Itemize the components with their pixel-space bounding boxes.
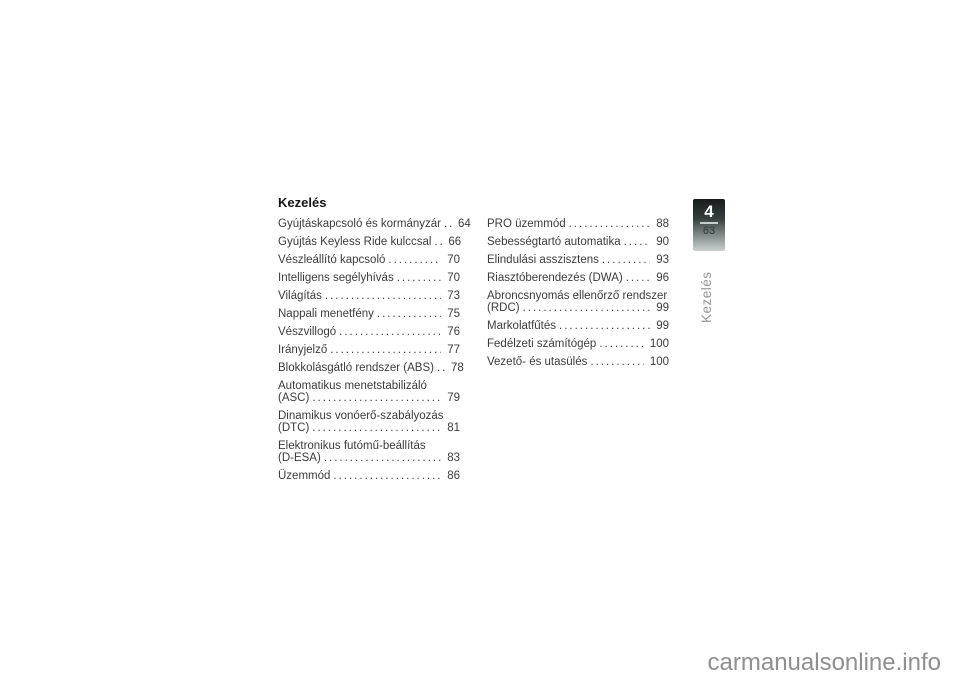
toc-entry-label-line1: Abroncsnyomás ellenőrző rendszer	[487, 290, 668, 302]
toc-entry-page-number: 76	[447, 326, 460, 338]
chapter-label-vertical: Kezelés	[699, 271, 714, 323]
toc-entry-page-number: 90	[656, 236, 669, 248]
toc-entry-label: Markolatfűtés	[487, 320, 557, 332]
toc-entry-page-number: 66	[448, 236, 462, 248]
toc-entry-row	[278, 290, 460, 302]
toc-entry-label: Nappali menetfény	[278, 308, 374, 320]
toc-entry-label-line1: Dinamikus vonóerő-szabályozás	[278, 410, 444, 422]
toc-entry-page-number: 79	[447, 392, 460, 404]
toc-entry-label: Intelligens segélyhívás	[278, 272, 394, 284]
toc-entry-label: Irányjelző	[278, 344, 328, 356]
toc-entry	[487, 338, 669, 350]
dot-leader	[590, 356, 643, 368]
toc-entry	[487, 320, 669, 332]
toc-entry-label: Vezető- és utasülés	[487, 356, 588, 368]
toc-entry-label: Vészvillogó	[278, 326, 337, 338]
toc-entry-page-number: 100	[649, 356, 669, 368]
toc-entry	[278, 290, 460, 302]
toc-entry-page-number: 86	[447, 470, 460, 482]
toc-entry-row	[278, 218, 471, 230]
toc-entry-page-number: 77	[447, 344, 460, 356]
dot-leader	[377, 308, 441, 320]
toc-entry	[278, 380, 460, 404]
toc-entry-row	[278, 308, 460, 320]
toc-entry-label: Sebességtartó automatika	[487, 236, 621, 248]
dot-leader	[333, 470, 441, 482]
toc-entry	[487, 356, 669, 368]
toc-entry-row	[487, 272, 669, 284]
watermark: carmanualsonline.info	[707, 649, 941, 676]
toc-entry-row	[278, 326, 460, 338]
dot-leader	[444, 218, 452, 230]
toc-entry-label: Gyújtáskapcsoló és kormányzár	[278, 218, 441, 230]
toc-entry	[278, 470, 460, 482]
dot-leader	[599, 338, 644, 350]
toc-entry-label: (D-ESA)	[278, 452, 321, 464]
toc-entry-page-number: 96	[656, 272, 669, 284]
toc-entry-row	[487, 338, 669, 350]
toc-entry	[278, 236, 460, 248]
toc-entry-row	[487, 320, 669, 332]
toc-entry-label: Vészleállító kapcsoló	[278, 254, 386, 266]
chapter-number: 4	[704, 202, 714, 221]
toc-entry-row	[278, 344, 460, 356]
toc-entry-label: Gyújtás Keyless Ride kulccsal	[278, 236, 432, 248]
dot-leader	[523, 302, 651, 314]
chapter-page-badge	[693, 199, 725, 251]
toc-entry-row	[487, 218, 669, 230]
toc-entry-label: (ASC)	[278, 392, 310, 404]
toc-entry	[278, 344, 460, 356]
toc-entry-page-number: 99	[656, 302, 669, 314]
toc-entry-row	[487, 356, 669, 368]
toc-entry-row	[278, 392, 460, 404]
toc-entry-row	[278, 422, 460, 434]
toc-entry-page-number: 78	[450, 362, 464, 374]
toc-entry-page-number: 73	[447, 290, 460, 302]
toc-column-left	[278, 218, 471, 488]
toc-entry	[278, 308, 460, 320]
toc-entry-label: Világítás	[278, 290, 322, 302]
toc-entry	[487, 236, 669, 248]
toc-entry-row	[278, 272, 460, 284]
toc-entry-label: Blokkolásgátló rendszer (ABS)	[278, 362, 434, 374]
dot-leader	[602, 254, 650, 266]
dot-leader	[325, 290, 441, 302]
toc-entry-label-line1: Automatikus menetstabilizáló	[278, 380, 427, 392]
dot-leader	[388, 254, 441, 266]
toc-entry	[278, 254, 460, 266]
toc-entry-row	[278, 236, 460, 248]
dot-leader	[434, 236, 442, 248]
dot-leader	[624, 236, 651, 248]
toc-entry-page-number: 93	[656, 254, 669, 266]
dot-leader	[312, 392, 441, 404]
dot-leader	[330, 344, 441, 356]
toc-entry	[487, 272, 669, 284]
dot-leader	[397, 272, 441, 284]
toc-entry	[278, 410, 460, 434]
toc-entry-page-number: 75	[447, 308, 460, 320]
toc-entry	[278, 272, 460, 284]
toc-entry	[487, 218, 669, 230]
toc-entry	[487, 290, 669, 314]
section-heading: Kezelés	[278, 195, 327, 210]
dot-leader	[569, 218, 651, 230]
toc-entry-row	[278, 254, 460, 266]
toc-entry	[278, 362, 464, 374]
dot-leader	[437, 362, 445, 374]
dot-leader	[312, 422, 441, 434]
dot-leader	[324, 452, 441, 464]
toc-entry-label: Fedélzeti számítógép	[487, 338, 597, 350]
dot-leader	[626, 272, 650, 284]
toc-columns	[278, 218, 669, 488]
toc-entry-label: PRO üzemmód	[487, 218, 566, 230]
toc-entry-row	[278, 470, 460, 482]
toc-entry-label: (RDC)	[487, 302, 520, 314]
toc-entry	[278, 440, 460, 464]
toc-entry-page-number: 64	[457, 218, 471, 230]
dot-leader	[559, 320, 650, 332]
toc-entry	[278, 326, 460, 338]
toc-entry-row	[278, 362, 464, 374]
toc-entry-page-number: 83	[447, 452, 460, 464]
badge-divider	[700, 222, 718, 224]
toc-entry-page-number: 70	[447, 272, 460, 284]
toc-entry	[487, 254, 669, 266]
dot-leader	[339, 326, 441, 338]
toc-entry-label: Elindulási asszisztens	[487, 254, 599, 266]
page-number: 63	[702, 225, 716, 237]
toc-entry	[278, 218, 471, 230]
toc-entry-row	[487, 254, 669, 266]
toc-entry-row	[487, 236, 669, 248]
toc-entry-label-line1: Elektronikus futómű-beállítás	[278, 440, 426, 452]
toc-entry-page-number: 70	[447, 254, 460, 266]
toc-entry-page-number: 88	[656, 218, 669, 230]
toc-entry-page-number: 81	[447, 422, 460, 434]
toc-entry-row	[278, 452, 460, 464]
toc-entry-page-number: 100	[649, 338, 669, 350]
toc-entry-page-number: 99	[656, 320, 669, 332]
toc-column-right	[487, 218, 669, 488]
toc-entry-label: (DTC)	[278, 422, 310, 434]
toc-entry-label: Riasztóberendezés (DWA)	[487, 272, 623, 284]
table-of-contents	[278, 196, 669, 488]
toc-entry-label: Üzemmód	[278, 470, 331, 482]
toc-entry-row	[487, 302, 669, 314]
